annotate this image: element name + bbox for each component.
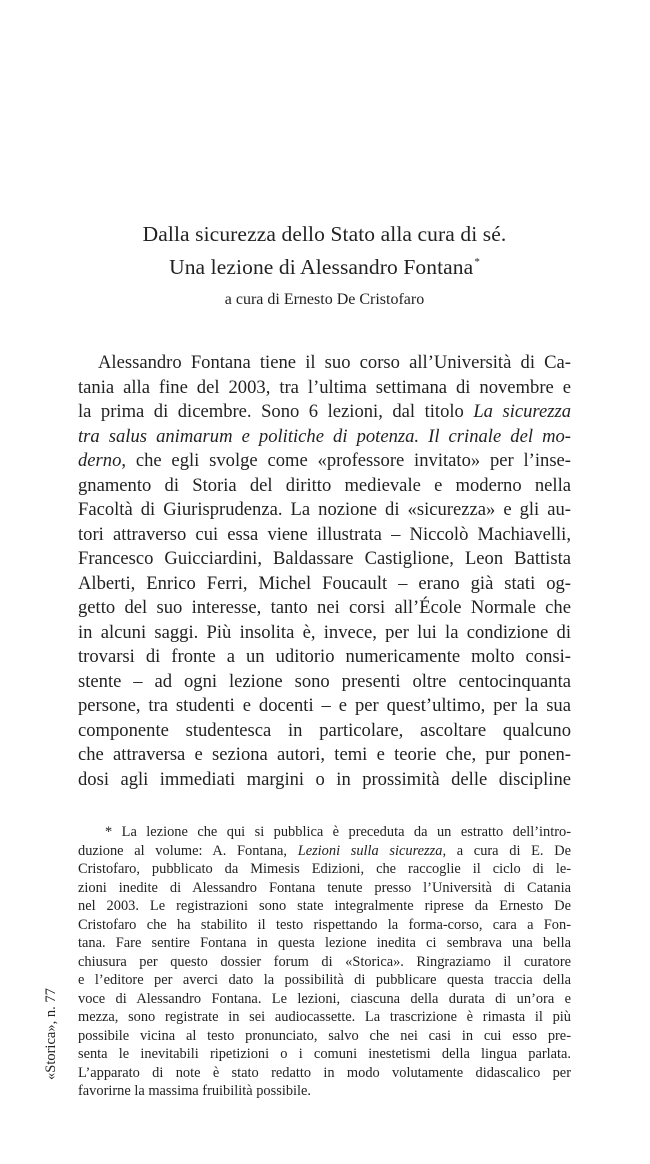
footnote-line <box>78 842 571 861</box>
text-run: che attraversa e seziona autori, temi e teorie che, pur ponen- <box>78 744 571 765</box>
text-run: componente studentesca in particolare, ascoltare qualcuno <box>78 719 571 741</box>
text-run: tori attraverso cui essa viene illustrata – Niccolò Machiavelli, <box>78 523 571 545</box>
text-run: in alcuni saggi. Più insolita è, invece, per lui la condizione di <box>78 621 571 643</box>
body-line <box>78 547 571 572</box>
journal-issue-note: «Storica», n. 77 <box>43 988 59 1080</box>
text-run: possibile vicina al testo pronunciato, salvo che nei casi in cui esso pre- <box>78 1027 571 1044</box>
body-line <box>78 474 571 499</box>
text-run: tana. Fare sentire Fontana in questa lezione inedita ci sembrava una bella <box>78 935 571 951</box>
text-run: L’apparato di note è stato redatto in modo volutamente didascalico per <box>78 1064 571 1081</box>
body-line <box>78 596 571 621</box>
text-run: senta le inevitabili ripetizioni o i comuni inestetismi della lingua parlata. <box>78 1046 571 1062</box>
text-run: Cristofaro che ha stabilito il testo rispettando la forma-corso, cara a Fon- <box>78 916 571 933</box>
footnote-line <box>78 1027 571 1046</box>
italic-text: La sicurezza <box>473 401 572 422</box>
title-footnote-marker: * <box>474 256 480 268</box>
text-run: voce di Alessandro Fontana. Le lezioni, ciascuna della durata di un’ora e <box>78 990 571 1007</box>
text-run: Alessandro Fontana tiene il suo corso all’Università di Ca- <box>98 352 571 373</box>
footnote-line <box>78 897 571 916</box>
footnote-line <box>78 860 571 879</box>
text-run: trovarsi di fronte a un uditorio numericamente molto consi- <box>78 646 571 667</box>
text-run: gnamento di Storia del diritto medievale e moderno nella <box>78 474 571 496</box>
article-title <box>78 220 571 281</box>
body-line <box>78 376 571 401</box>
body-line <box>78 498 571 523</box>
body-line <box>78 400 571 425</box>
footnote <box>78 823 571 1101</box>
footnote-line <box>78 990 571 1009</box>
text-run: , a cura di E. De <box>442 842 571 859</box>
text-run: zioni inedite di Alessandro Fontana tenute presso l’Università di Catania <box>78 879 571 896</box>
footnote-line <box>78 1082 571 1101</box>
text-run: nel 2003. Le registrazioni sono state integralmente riprese da Ernesto De <box>78 898 571 914</box>
text-run: mezza, sono registrate in sei audiocassette. La trascrizione è rimasta il più <box>78 1009 571 1025</box>
text-run: getto del suo interesse, tanto nei corsi all’École Normale che <box>78 597 571 618</box>
body-line <box>78 719 571 744</box>
footnote-line <box>78 1008 571 1027</box>
body-line <box>78 449 571 474</box>
text-run: * La lezione che qui si pubblica è preceduta da un estratto dell’intro- <box>105 824 571 840</box>
body-line <box>78 743 571 768</box>
text-run: tania alla fine del 2003, tra l’ultima settimana di novembre e <box>78 376 571 398</box>
text-run: favorirne la massima fruibilità possibile. <box>78 1083 311 1099</box>
body-line <box>78 670 571 695</box>
text-run: Francesco Guicciardini, Baldassare Castiglione, Leon Battista <box>78 548 571 569</box>
body-line <box>78 645 571 670</box>
body-line <box>78 425 571 450</box>
text-run: duzione al volume: A. Fontana, <box>78 842 298 859</box>
text-run: Alberti, Enrico Ferri, Michel Foucault – erano già stati og- <box>78 572 571 594</box>
footnote-line <box>78 823 571 842</box>
text-run: e l’editore per averci dato la possibilità di pubblicare questa traccia della <box>78 972 571 988</box>
footnote-line <box>78 879 571 898</box>
footnote-line <box>78 916 571 935</box>
editor-credit: a cura di Ernesto De Cristofaro <box>224 291 425 308</box>
footnote-line <box>78 1045 571 1064</box>
text-run: dosi agli immediati margini o in prossimità delle discipline <box>78 768 571 790</box>
footnote-line <box>78 953 571 972</box>
italic-text: derno <box>78 450 122 471</box>
text-run: chiusura per questo dossier forum di «Storica». Ringraziamo il curatore <box>78 953 571 970</box>
body-line <box>78 523 571 548</box>
footnote-line <box>78 971 571 990</box>
text-run: stente – ad ogni lezione sono presenti oltre centocinquanta <box>78 670 571 692</box>
title-line-2 <box>78 248 571 281</box>
italic-text: Lezioni sulla sicurezza <box>297 842 443 859</box>
body-line <box>78 768 571 793</box>
body-line <box>78 694 571 719</box>
text-run: Cristofaro, pubblicato da Mimesis Edizioni, che raccoglie il ciclo di le- <box>78 861 571 877</box>
body-line <box>78 621 571 646</box>
body-text <box>78 351 571 792</box>
footnote-line <box>78 934 571 953</box>
body-line <box>78 351 571 376</box>
text-run: Facoltà di Giurisprudenza. La nozione di «sicurezza» e gli au- <box>78 499 571 520</box>
text-run: , che egli svolge come «professore invitato» per l’inse- <box>121 450 571 471</box>
body-line <box>78 572 571 597</box>
text-run: persone, tra studenti e docenti – e per quest’ultimo, per la sua <box>78 695 571 716</box>
text-run: la prima di dicembre. Sono 6 lezioni, dal titolo <box>78 401 474 422</box>
title-line-1: Dalla sicurezza dello Stato alla cura di sé. <box>142 222 507 246</box>
footnote-line <box>78 1064 571 1083</box>
title-line-2-text: Una lezione di Alessandro Fontana <box>169 255 474 279</box>
italic-text: tra salus animarum e politiche di potenza. Il crinale del mo- <box>78 425 571 447</box>
